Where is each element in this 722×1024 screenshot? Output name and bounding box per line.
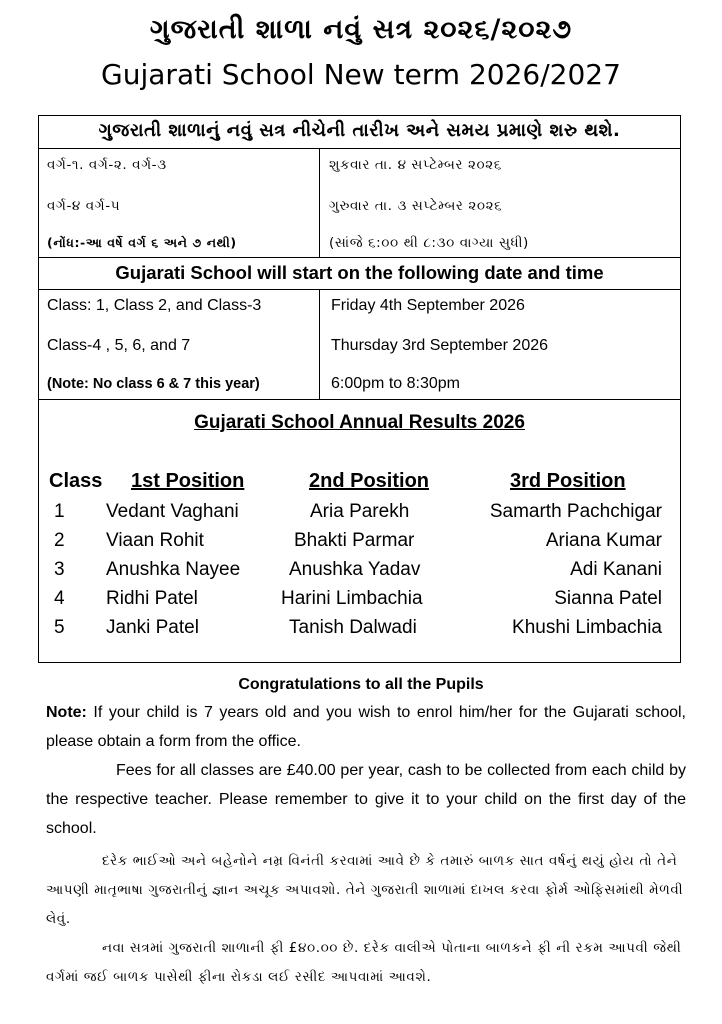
gujarati-time: (સાંજે ૬:૦૦ થી ૮:૩૦ વાગ્યા સુધી) xyxy=(329,235,529,251)
result-second: Aria Parekh xyxy=(310,501,410,522)
result-second: Bhakti Parmar xyxy=(294,530,415,551)
result-third: Adi Kanani xyxy=(570,559,662,580)
results-header-first: 1st Position xyxy=(131,470,245,492)
schedule-box xyxy=(38,115,681,663)
english-classes-1: Class: 1, Class 2, and Class-3 xyxy=(47,297,262,314)
results-header-class: Class xyxy=(49,470,103,492)
column-divider xyxy=(319,148,320,257)
result-first: Viaan Rohit xyxy=(106,530,204,551)
fees-paragraph: Fees for all classes are £40.00 per year, cash to be collected from each child by the respective teacher. Please remember to give it to your child on the first day of the school. xyxy=(46,762,686,837)
result-class: 5 xyxy=(54,617,65,638)
divider xyxy=(39,257,680,258)
column-divider xyxy=(319,289,320,399)
english-heading: Gujarati School will start on the following date and time xyxy=(115,262,604,283)
gujarati-note: (નોંધ:-આ વર્ષે વર્ગ ૬ અને ૭ નથી) xyxy=(47,235,237,250)
results-header-second: 2nd Position xyxy=(309,470,429,492)
results-title: Gujarati School Annual Results 2026 xyxy=(194,412,525,433)
note-text: If your child is 7 years old and you wish to enrol him/her for the Gujarati school, please obtain a form from the office. xyxy=(46,704,686,750)
gujarati-date-2: ગુરુવાર તા. ૩ સપ્ટેમ્બર ૨૦૨૬ xyxy=(329,198,503,214)
result-class: 3 xyxy=(54,559,65,580)
english-time: 6:00pm to 8:30pm xyxy=(331,375,460,392)
note-paragraph xyxy=(46,698,686,756)
result-class: 1 xyxy=(54,501,65,522)
title-gujarati: ગુજરાતી શાળા નવું સત્ર ૨૦૨૬/૨૦૨૭ xyxy=(149,14,573,45)
result-class: 2 xyxy=(54,530,65,551)
english-date-1: Friday 4th September 2026 xyxy=(331,297,525,314)
result-second: Tanish Dalwadi xyxy=(289,617,417,638)
gujarati-paragraph-1: દરેક ભાઈઓ અને બહેનોને નમ્ર વિનંતી કરવામાં આવે છે કે તમારું બાળક સાત વર્ષનું થયું હોય તો તેને આપણી માતૃભાષા ગુજરાતીનું જ્ઞાન અચૂક અપાવશો. તેને ગુજરાતી શાળામાં દાખલ કરવા ફોર્મ ઓફિસમાંથી મેળવી લેવું. xyxy=(46,853,684,927)
congratulations-line: Congratulations to all the Pupils xyxy=(238,676,484,693)
results-header-third: 3rd Position xyxy=(510,470,626,492)
result-third: Samarth Pachchigar xyxy=(489,501,662,522)
english-date-2: Thursday 3rd September 2026 xyxy=(331,337,549,354)
result-class: 4 xyxy=(54,588,65,609)
result-first: Vedant Vaghani xyxy=(106,501,239,522)
gujarati-date-1: શુકવાર તા. ૪ સપ્ટેમ્બર ૨૦૨૬ xyxy=(329,157,502,173)
result-third: Ariana Kumar xyxy=(545,530,662,551)
gujarati-classes-2: વર્ગ-૪ વર્ગ-૫ xyxy=(47,198,121,214)
english-note: (Note: No class 6 & 7 this year) xyxy=(47,376,260,392)
gujarati-heading: ગુજરાતી શાળાનું નવું સત્ર નીચેની તારીખ અને સમય પ્રમાણે શરુ થશે. xyxy=(98,120,621,141)
gujarati-classes-1: વર્ગ-૧. વર્ગ-૨. વર્ગ-૩ xyxy=(47,157,167,173)
note-label: Note: xyxy=(46,704,87,721)
result-first: Anushka Nayee xyxy=(106,559,241,580)
result-third: Khushi Limbachia xyxy=(512,617,662,638)
result-second: Harini Limbachia xyxy=(281,588,423,609)
divider xyxy=(39,289,680,290)
divider xyxy=(39,399,680,400)
title-english: Gujarati School New term 2026/2027 xyxy=(101,58,621,91)
english-classes-2: Class-4 , 5, 6, and 7 xyxy=(47,337,191,354)
gujarati-paragraph-2: નવા સત્રમાં ગુજરાતી શાળાની ફી £૪૦.૦૦ છે. દરેક વાલીએ પોતાના બાળકને ફી ની રકમ આપવી જેથી વર્ગમાં જઈ બાળક પાસેથી ફીના રોકડા લઈ રસીદ આપવામાં આવશે. xyxy=(46,940,682,985)
result-third: Sianna Patel xyxy=(554,588,662,609)
result-first: Janki Patel xyxy=(106,617,199,638)
divider xyxy=(39,148,680,149)
result-second: Anushka Yadav xyxy=(289,559,421,580)
result-first: Ridhi Patel xyxy=(106,588,198,609)
